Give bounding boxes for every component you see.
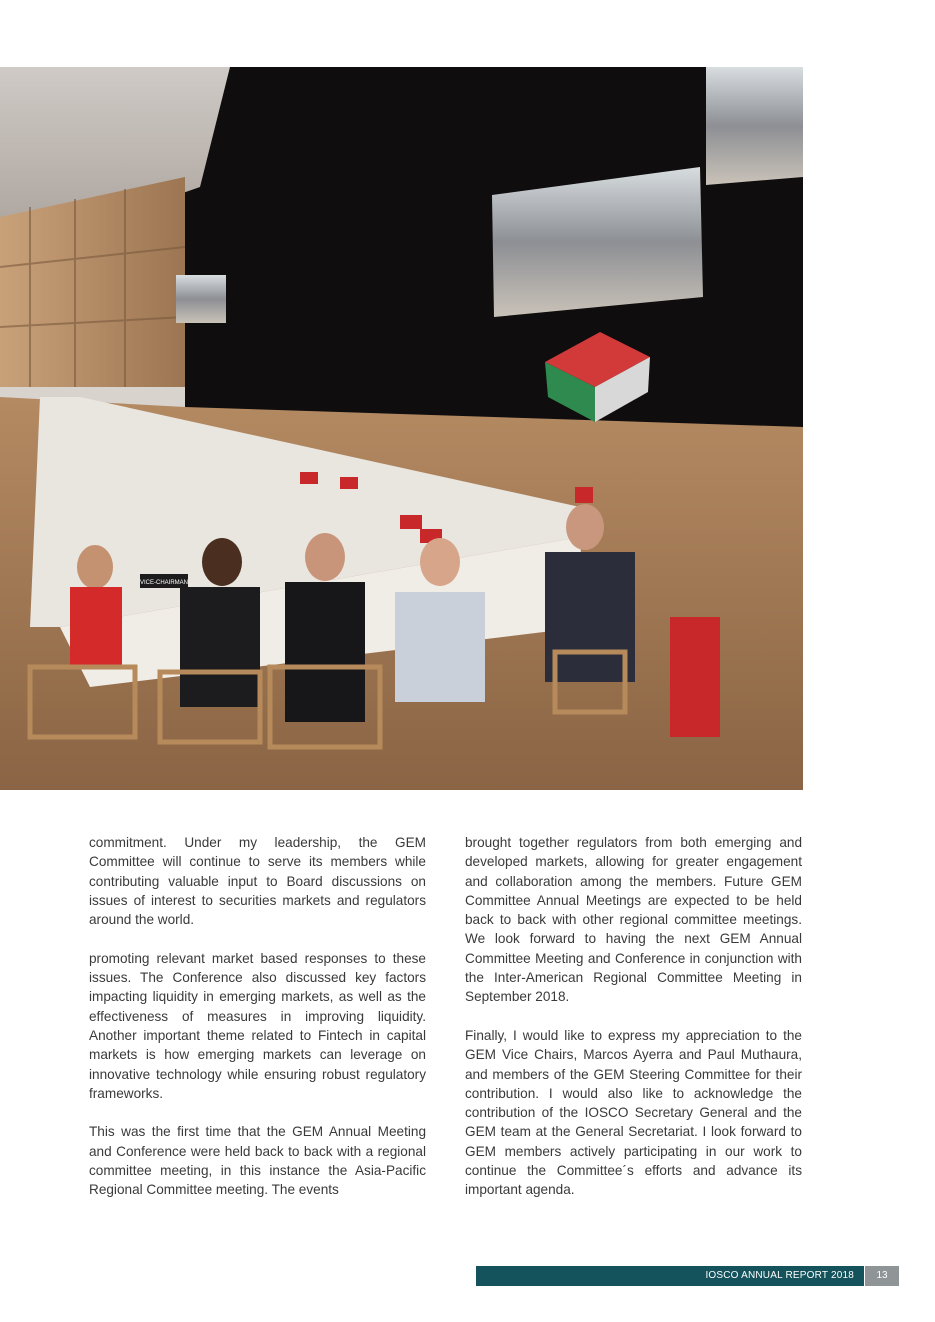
paragraph: commitment. Under my leadership, the GEM Committee will continue to serve its members while contributing valuable input to Board discussions on issues of interest to securities markets and regulators around the world.: [89, 835, 426, 928]
paragraph: brought together regulators from both emerging and developed markets, allowing for greater engagement and collaboration among the members. Future GEM Committee Annual Meetings are expected to be held back to back with other regional committee meetings. We look forward to having the next GEM Annual Committee Meeting and Conference in conjunction with the Inter-American Regional Committee Meeting in September 2018.: [465, 835, 802, 1005]
report-label: IOSCO ANNUAL REPORT 2018: [705, 1270, 854, 1281]
footer-bar: [476, 1266, 864, 1286]
page-number: 13: [865, 1266, 899, 1286]
left-text-column: [89, 833, 426, 1219]
right-text-column: [465, 833, 802, 1219]
desk-sign: VICE-CHAIRMAN: [139, 580, 189, 586]
paragraph: Finally, I would like to express my appreciation to the GEM Vice Chairs, Marcos Ayerra and Paul Muthaura, and members of the GEM Steering Committee for their contribution. I would also like to acknowledge the contribution of the IOSCO Secretary General and the GEM team at the General Secretariat. I look forward to GEM members actively participating in our work to continue the Committee´s efforts and advance its important agenda.: [465, 1027, 802, 1198]
paragraph: This was the first time that the GEM Annual Meeting and Conference were held back to back with a regional committee meeting, in this instance the Asia-Pacific Regional Committee meeting. The events: [89, 1124, 426, 1198]
conference-photo: [0, 67, 803, 790]
paragraph: promoting relevant market based responses to these issues. The Conference also discussed key factors impacting liquidity in emerging markets, as well as the effectiveness of measures in improving liquidity. Another important theme related to Fintech in capital markets is how emerging markets can leverage on innovative technology while ensuring robust regulatory frameworks.: [89, 950, 426, 1101]
